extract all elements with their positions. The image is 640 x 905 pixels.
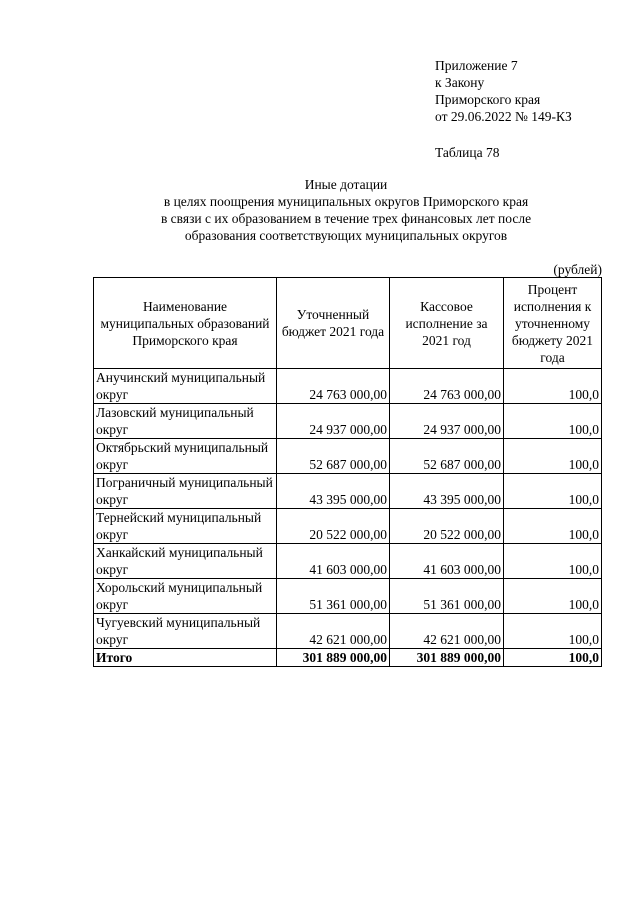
document-title	[96, 176, 596, 244]
title-line: в связи с их образованием в течение трех финансовых лет после	[160, 211, 532, 226]
cell-execution: 51 361 000,00	[390, 579, 504, 614]
cell-percent: 100,0	[504, 509, 602, 544]
cell-percent: 100,0	[504, 404, 602, 439]
cell-name: Хорольский муниципальный округ	[94, 579, 277, 614]
table-row	[94, 439, 602, 474]
cell-name: Пограничный муниципальный округ	[94, 474, 277, 509]
table-row	[94, 369, 602, 404]
header-name: Наименование муниципальных образований Приморского края	[94, 278, 277, 369]
cell-execution: 42 621 000,00	[390, 614, 504, 649]
appendix-line: Приложение 7	[435, 58, 518, 73]
header-percent: Процент исполнения к уточненному бюджету 2021 года	[504, 278, 602, 369]
cell-execution: 52 687 000,00	[390, 439, 504, 474]
table-row	[94, 509, 602, 544]
cell-budget: 41 603 000,00	[277, 544, 390, 579]
appendix-line: от 29.06.2022 № 149-КЗ	[435, 109, 572, 124]
cell-budget: 24 763 000,00	[277, 369, 390, 404]
table-number: Таблица 78	[435, 145, 500, 160]
title-line: образования соответствующих муниципальных округов	[184, 228, 508, 243]
appendix-line: Приморского края	[435, 92, 541, 107]
cell-budget: 52 687 000,00	[277, 439, 390, 474]
total-name: Итого	[94, 649, 277, 667]
cell-name: Тернейский муниципальный округ	[94, 509, 277, 544]
cell-percent: 100,0	[504, 439, 602, 474]
header-budget: Уточненный бюджет 2021 года	[277, 278, 390, 369]
table-row	[94, 544, 602, 579]
cell-percent: 100,0	[504, 579, 602, 614]
cell-budget: 42 621 000,00	[277, 614, 390, 649]
total-percent: 100,0	[504, 649, 602, 667]
cell-budget: 24 937 000,00	[277, 404, 390, 439]
cell-name: Октябрьский муниципальный округ	[94, 439, 277, 474]
cell-percent: 100,0	[504, 614, 602, 649]
cell-execution: 43 395 000,00	[390, 474, 504, 509]
cell-name: Анучинский муниципальный округ	[94, 369, 277, 404]
cell-budget: 43 395 000,00	[277, 474, 390, 509]
table-row	[94, 404, 602, 439]
cell-name: Ханкайский муниципальный округ	[94, 544, 277, 579]
appendix-header	[435, 57, 572, 125]
table-row	[94, 579, 602, 614]
appendix-line: к Закону	[435, 75, 485, 90]
cell-budget: 51 361 000,00	[277, 579, 390, 614]
table-body	[94, 369, 602, 667]
cell-name: Чугуевский муниципальный округ	[94, 614, 277, 649]
cell-execution: 24 763 000,00	[390, 369, 504, 404]
total-execution: 301 889 000,00	[390, 649, 504, 667]
total-budget: 301 889 000,00	[277, 649, 390, 667]
cell-execution: 24 937 000,00	[390, 404, 504, 439]
table-row	[94, 614, 602, 649]
cell-percent: 100,0	[504, 474, 602, 509]
cell-name: Лазовский муниципальный округ	[94, 404, 277, 439]
title-line: Иные дотации	[304, 177, 388, 192]
cell-execution: 41 603 000,00	[390, 544, 504, 579]
table-header-row	[94, 278, 602, 369]
cell-percent: 100,0	[504, 544, 602, 579]
title-line: в целях поощрения муниципальных округов Приморского края	[163, 194, 529, 209]
cell-execution: 20 522 000,00	[390, 509, 504, 544]
table-row	[94, 474, 602, 509]
subsidies-table	[93, 277, 602, 667]
table-total-row	[94, 649, 602, 667]
units-label: (рублей)	[553, 262, 602, 277]
cell-budget: 20 522 000,00	[277, 509, 390, 544]
header-execution: Кассовое исполнение за 2021 год	[390, 278, 504, 369]
cell-percent: 100,0	[504, 369, 602, 404]
